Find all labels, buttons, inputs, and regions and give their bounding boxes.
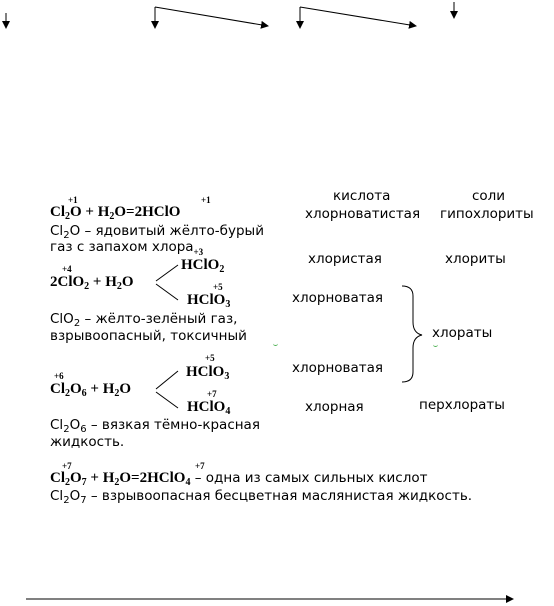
diagonal-arrow-2 (300, 7, 416, 26)
oxidation-state: +5 (213, 282, 223, 292)
reaction-product: HClO$_3$ (186, 364, 230, 382)
acid-name: хлорноватистая (305, 206, 421, 222)
reaction-equation-1: $Cl_2O$ + $H_2O=2HClO$ (50, 204, 181, 222)
oxidation-state: +1 (201, 195, 211, 205)
branch-line-r2-up (156, 265, 178, 281)
oxidation-state: +7 (62, 461, 72, 471)
column-header-acid: кислота (333, 188, 391, 204)
branch-line-r3-up (156, 371, 178, 389)
compound-description: $Cl_2O_6$ – вязкая тёмно-красная (50, 417, 260, 435)
compound-description: $Cl_2O_7$ – взрывоопасная бесцветная маслянистая жидкость. (50, 488, 473, 506)
compound-description: ClO$_2$ – жёлто-зелёный газ, (50, 311, 238, 329)
acid-name: хлорноватая (292, 290, 384, 306)
reaction-equation-4: $Cl_2O_7$ + $H_2O=2HClO_4$ – одна из самых сильных кислот (50, 470, 428, 488)
curly-brace (402, 286, 422, 382)
oxidation-state: +1 (68, 195, 78, 205)
salt-name: хлораты (432, 325, 493, 341)
diagonal-arrow-1 (155, 7, 268, 26)
reaction-equation-3: $Cl_2O_6 + H_2O$ (50, 381, 132, 399)
reaction-product: HClO$_2$ (181, 257, 225, 275)
acid-name: хлорная (305, 399, 364, 415)
acid-name: хлористая (308, 251, 382, 267)
oxidation-state: +4 (62, 264, 72, 274)
salt-name: гипохлориты (440, 206, 534, 222)
oxidation-state: +5 (205, 353, 215, 363)
acid-name: хлорноватая (292, 360, 384, 376)
branch-line-r3-down (156, 392, 178, 408)
reaction-product: HClO$_4$ (187, 399, 231, 417)
compound-description: $Cl_2O$ – ядовитый жёлто-бурый (50, 223, 264, 241)
compound-description: жидкость. (50, 434, 125, 450)
oxidation-state: +6 (54, 371, 64, 381)
oxidation-state: +7 (195, 461, 205, 471)
salt-name: перхлораты (419, 397, 505, 413)
compound-description: взрывоопасный, токсичный (50, 328, 247, 344)
compound-description: газ с запахом хлора$_{+3}$ (50, 239, 204, 257)
reaction-equation-2: $2ClO_2 + H_2O$ (50, 274, 134, 292)
branch-line-r2-down (156, 284, 178, 300)
column-header-salts: соли (472, 188, 506, 204)
salt-name: хлориты (445, 251, 506, 267)
reaction-product: HClO$_3$ (187, 292, 231, 310)
oxidation-state: +7 (207, 389, 217, 399)
